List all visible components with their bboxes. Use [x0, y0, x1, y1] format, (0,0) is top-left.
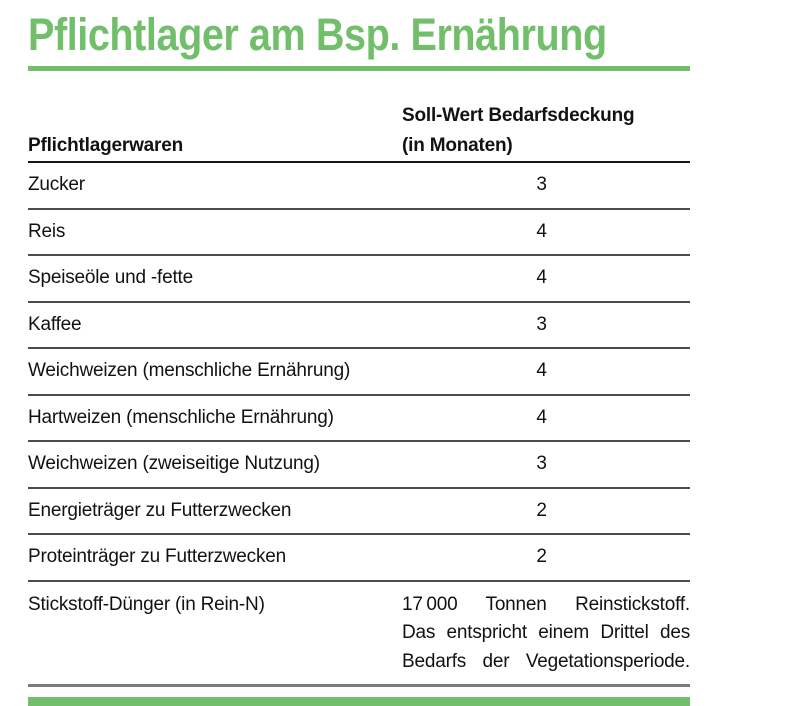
goods-name: Kaffee: [28, 313, 82, 335]
table-row: [28, 210, 690, 257]
target-description-line3: Bedarfs der Vegetationsperiode.: [402, 650, 690, 672]
table-row: [28, 256, 690, 303]
table-row: [28, 442, 690, 489]
goods-name: Proteinträger zu Futterzwecken: [28, 546, 287, 568]
goods-name: Stickstoff-Dünger (in Rein-N): [28, 593, 265, 615]
column-header-goods: Pflichtlagerwaren: [28, 135, 183, 156]
table-row: [28, 489, 690, 536]
goods-name: Zucker: [28, 174, 85, 196]
stockpile-table: [28, 95, 690, 687]
column-header-target-line1: Soll-Wert Bedarfsdeckung: [402, 105, 635, 126]
column-header-target: [402, 101, 690, 161]
target-description-line1: 17 000 Tonnen Reinstickstoff.: [402, 593, 690, 615]
table-row-nitrogen: [28, 582, 690, 688]
table-header-row: [28, 95, 690, 163]
target-months: 4: [536, 267, 547, 289]
goods-name: Speiseöle und -fette: [28, 267, 194, 289]
target-months: 3: [536, 453, 547, 475]
target-months: 2: [536, 546, 547, 568]
table-row: [28, 396, 690, 443]
target-months: 4: [536, 360, 547, 382]
goods-name: Reis: [28, 220, 66, 242]
footer-accent-bar: [28, 697, 690, 706]
target-months: 3: [536, 313, 547, 335]
goods-name: Hartweizen (menschliche Ernährung): [28, 406, 334, 428]
goods-name: Weichweizen (menschliche Ernährung): [28, 360, 351, 382]
target-description: [402, 591, 690, 677]
goods-name: Energieträger zu Futterzwecken: [28, 499, 292, 521]
target-months: 4: [536, 406, 547, 428]
table-row: [28, 303, 690, 350]
table-row: [28, 163, 690, 210]
table-row: [28, 535, 690, 582]
goods-name: Weichweizen (zweiseitige Nutzung): [28, 453, 320, 475]
target-description-line2: Das entspricht einem Drittel des: [402, 622, 690, 643]
title-underline: [28, 66, 690, 71]
target-months: 3: [536, 174, 547, 196]
target-months: 4: [536, 220, 547, 242]
column-header-target-line2: (in Monaten): [402, 135, 513, 156]
target-months: 2: [536, 499, 547, 521]
table-row: [28, 349, 690, 396]
page-title: Pflichtlager am Bsp. Ernährung: [28, 9, 607, 60]
